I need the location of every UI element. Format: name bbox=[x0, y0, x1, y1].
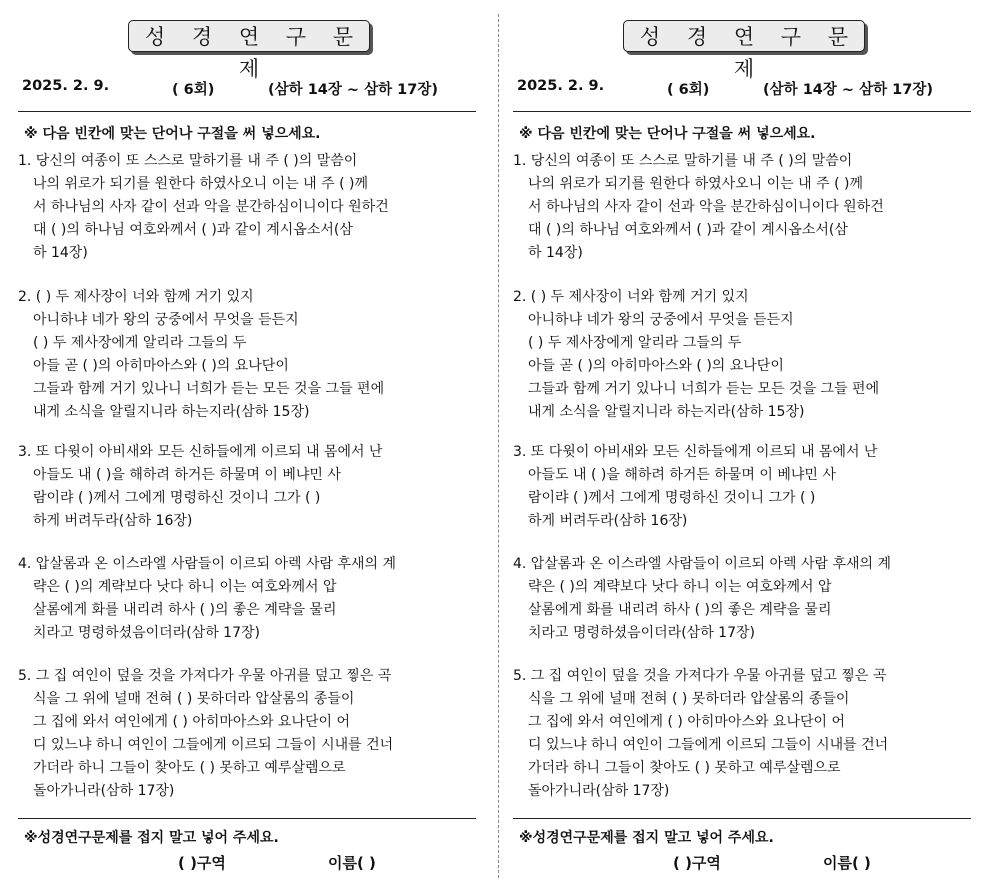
question-line: 식을 그 위에 널매 전혀 ( ) 못하더라 압살롬의 종들이 bbox=[528, 691, 850, 707]
question-2 bbox=[513, 286, 965, 424]
question-3 bbox=[18, 441, 470, 533]
question-line: 4. 압살롬과 온 이스라엘 사람들이 이르되 아렉 사람 후새의 계 bbox=[513, 556, 891, 572]
question-1 bbox=[513, 150, 965, 265]
question-line: 서 하나님의 사자 같이 선과 악을 분간하심이니이다 원하건 bbox=[33, 199, 389, 215]
question-line: 대 ( )의 하나님 여호와께서 ( )과 같이 계시옵소서(삼 bbox=[33, 222, 353, 238]
question-4 bbox=[513, 553, 965, 645]
footer-rule bbox=[18, 818, 476, 819]
question-line: ( ) 두 제사장에게 알리라 그들의 두 bbox=[528, 335, 742, 351]
question-4 bbox=[18, 553, 470, 645]
district-field[interactable]: ( )구역 bbox=[178, 854, 226, 872]
header-rule bbox=[18, 111, 476, 112]
page-title: 성 경 연 구 문 제 bbox=[623, 20, 865, 52]
question-line: 그 집에 와서 여인에게 ( ) 아히마아스와 요나단이 어 bbox=[33, 714, 351, 730]
date: 2025. 2. 9. bbox=[517, 78, 605, 94]
cut-line-divider bbox=[498, 14, 499, 878]
question-line: 그들과 함께 거기 있나니 너희가 듣는 모든 것을 그들 편에 bbox=[33, 381, 385, 397]
header-rule bbox=[513, 111, 971, 112]
question-line: 아니하냐 네가 왕의 궁중에서 무엇을 듣든지 bbox=[33, 312, 299, 328]
question-2 bbox=[18, 286, 470, 424]
name-field[interactable]: 이름( ) bbox=[823, 854, 871, 872]
question-line: 4. 압살롬과 온 이스라엘 사람들이 이르되 아렉 사람 후새의 계 bbox=[18, 556, 396, 572]
district-field[interactable]: ( )구역 bbox=[673, 854, 721, 872]
question-line: 람이랴 ( )께서 그에게 명령하신 것이니 그가 ( ) bbox=[33, 490, 321, 506]
question-line: 3. 또 다윗이 아비새와 모든 신하들에게 이르되 내 몸에서 난 bbox=[18, 444, 383, 460]
question-line: 하 14장) bbox=[33, 245, 88, 261]
question-line: 하 14장) bbox=[528, 245, 583, 261]
question-line: 디 있느냐 하니 여인이 그들에게 이르되 그들이 시내를 건너 bbox=[528, 737, 889, 753]
fold-notice: ※성경연구문제를 접지 말고 넣어 주세요. bbox=[24, 830, 279, 846]
question-line: 아들도 내 ( )을 해하려 하거든 하물며 이 베냐민 사 bbox=[33, 467, 341, 483]
fold-notice: ※성경연구문제를 접지 말고 넣어 주세요. bbox=[519, 830, 774, 846]
question-line: 돌아가니라(삼하 17장) bbox=[528, 783, 670, 799]
session-number: ( 6회) bbox=[172, 82, 215, 98]
question-line: 나의 위로가 되기를 원한다 하였사오니 이는 내 주 ( )께 bbox=[33, 176, 368, 192]
chapter-range: (삼하 14장 ~ 삼하 17장) bbox=[763, 82, 933, 98]
question-line: 대 ( )의 하나님 여호와께서 ( )과 같이 계시옵소서(삼 bbox=[528, 222, 848, 238]
footer-rule bbox=[513, 818, 971, 819]
question-line: 가더라 하니 그들이 찾아도 ( ) 못하고 예루살렘으로 bbox=[33, 760, 346, 776]
question-line: 식을 그 위에 널매 전혀 ( ) 못하더라 압살롬의 종들이 bbox=[33, 691, 355, 707]
question-line: ( ) 두 제사장에게 알리라 그들의 두 bbox=[33, 335, 247, 351]
name-field[interactable]: 이름( ) bbox=[328, 854, 376, 872]
question-line: 하게 버려두라(삼하 16장) bbox=[33, 513, 193, 529]
header-row bbox=[517, 78, 979, 100]
question-3 bbox=[513, 441, 965, 533]
question-line: 람이랴 ( )께서 그에게 명령하신 것이니 그가 ( ) bbox=[528, 490, 816, 506]
question-line: 내게 소식을 알릴지니라 하는지라(삼하 15장) bbox=[33, 404, 310, 420]
question-line: 그 집에 와서 여인에게 ( ) 아히마아스와 요나단이 어 bbox=[528, 714, 846, 730]
question-line: 디 있느냐 하니 여인이 그들에게 이르되 그들이 시내를 건너 bbox=[33, 737, 394, 753]
question-line: 1. 당신의 여종이 또 스스로 말하기를 내 주 ( )의 말씀이 bbox=[513, 153, 853, 169]
question-line: 치라고 명령하셨음이더라(삼하 17장) bbox=[33, 625, 260, 641]
question-line: 나의 위로가 되기를 원한다 하였사오니 이는 내 주 ( )께 bbox=[528, 176, 863, 192]
question-line: 가더라 하니 그들이 찾아도 ( ) 못하고 예루살렘으로 bbox=[528, 760, 841, 776]
question-line: 내게 소식을 알릴지니라 하는지라(삼하 15장) bbox=[528, 404, 805, 420]
worksheet-left bbox=[18, 0, 488, 892]
question-line: 살롬에게 화를 내리려 하사 ( )의 좋은 계략을 물리 bbox=[33, 602, 337, 618]
question-line: 그들과 함께 거기 있나니 너희가 듣는 모든 것을 그들 편에 bbox=[528, 381, 880, 397]
question-line: 서 하나님의 사자 같이 선과 악을 분간하심이니이다 원하건 bbox=[528, 199, 884, 215]
question-5 bbox=[18, 665, 470, 803]
chapter-range: (삼하 14장 ~ 삼하 17장) bbox=[268, 82, 438, 98]
question-line: 2. ( ) 두 제사장이 너와 함께 거기 있지 bbox=[513, 289, 749, 305]
question-5 bbox=[513, 665, 965, 803]
question-line: 1. 당신의 여종이 또 스스로 말하기를 내 주 ( )의 말씀이 bbox=[18, 153, 358, 169]
page-title: 성 경 연 구 문 제 bbox=[128, 20, 370, 52]
question-line: 2. ( ) 두 제사장이 너와 함께 거기 있지 bbox=[18, 289, 254, 305]
question-line: 하게 버려두라(삼하 16장) bbox=[528, 513, 688, 529]
question-line: 살롬에게 화를 내리려 하사 ( )의 좋은 계략을 물리 bbox=[528, 602, 832, 618]
session-number: ( 6회) bbox=[667, 82, 710, 98]
question-line: 돌아가니라(삼하 17장) bbox=[33, 783, 175, 799]
worksheet-right bbox=[513, 0, 983, 892]
date: 2025. 2. 9. bbox=[22, 78, 110, 94]
question-line: 아들도 내 ( )을 해하려 하거든 하물며 이 베냐민 사 bbox=[528, 467, 836, 483]
instruction: ※ 다음 빈칸에 맞는 단어나 구절을 써 넣으세요. bbox=[24, 126, 321, 142]
question-line: 3. 또 다윗이 아비새와 모든 신하들에게 이르되 내 몸에서 난 bbox=[513, 444, 878, 460]
header-row bbox=[22, 78, 484, 100]
question-line: 아들 곧 ( )의 아히마아스와 ( )의 요나단이 bbox=[33, 358, 289, 374]
question-1 bbox=[18, 150, 470, 265]
instruction: ※ 다음 빈칸에 맞는 단어나 구절을 써 넣으세요. bbox=[519, 126, 816, 142]
question-line: 5. 그 집 여인이 덮을 것을 가져다가 우물 아귀를 덮고 찧은 곡 bbox=[18, 668, 392, 684]
question-line: 략은 ( )의 계략보다 낫다 하니 이는 여호와께서 압 bbox=[33, 579, 337, 595]
question-line: 략은 ( )의 계략보다 낫다 하니 이는 여호와께서 압 bbox=[528, 579, 832, 595]
question-line: 아니하냐 네가 왕의 궁중에서 무엇을 듣든지 bbox=[528, 312, 794, 328]
question-line: 5. 그 집 여인이 덮을 것을 가져다가 우물 아귀를 덮고 찧은 곡 bbox=[513, 668, 887, 684]
question-line: 아들 곧 ( )의 아히마아스와 ( )의 요나단이 bbox=[528, 358, 784, 374]
question-line: 치라고 명령하셨음이더라(삼하 17장) bbox=[528, 625, 755, 641]
